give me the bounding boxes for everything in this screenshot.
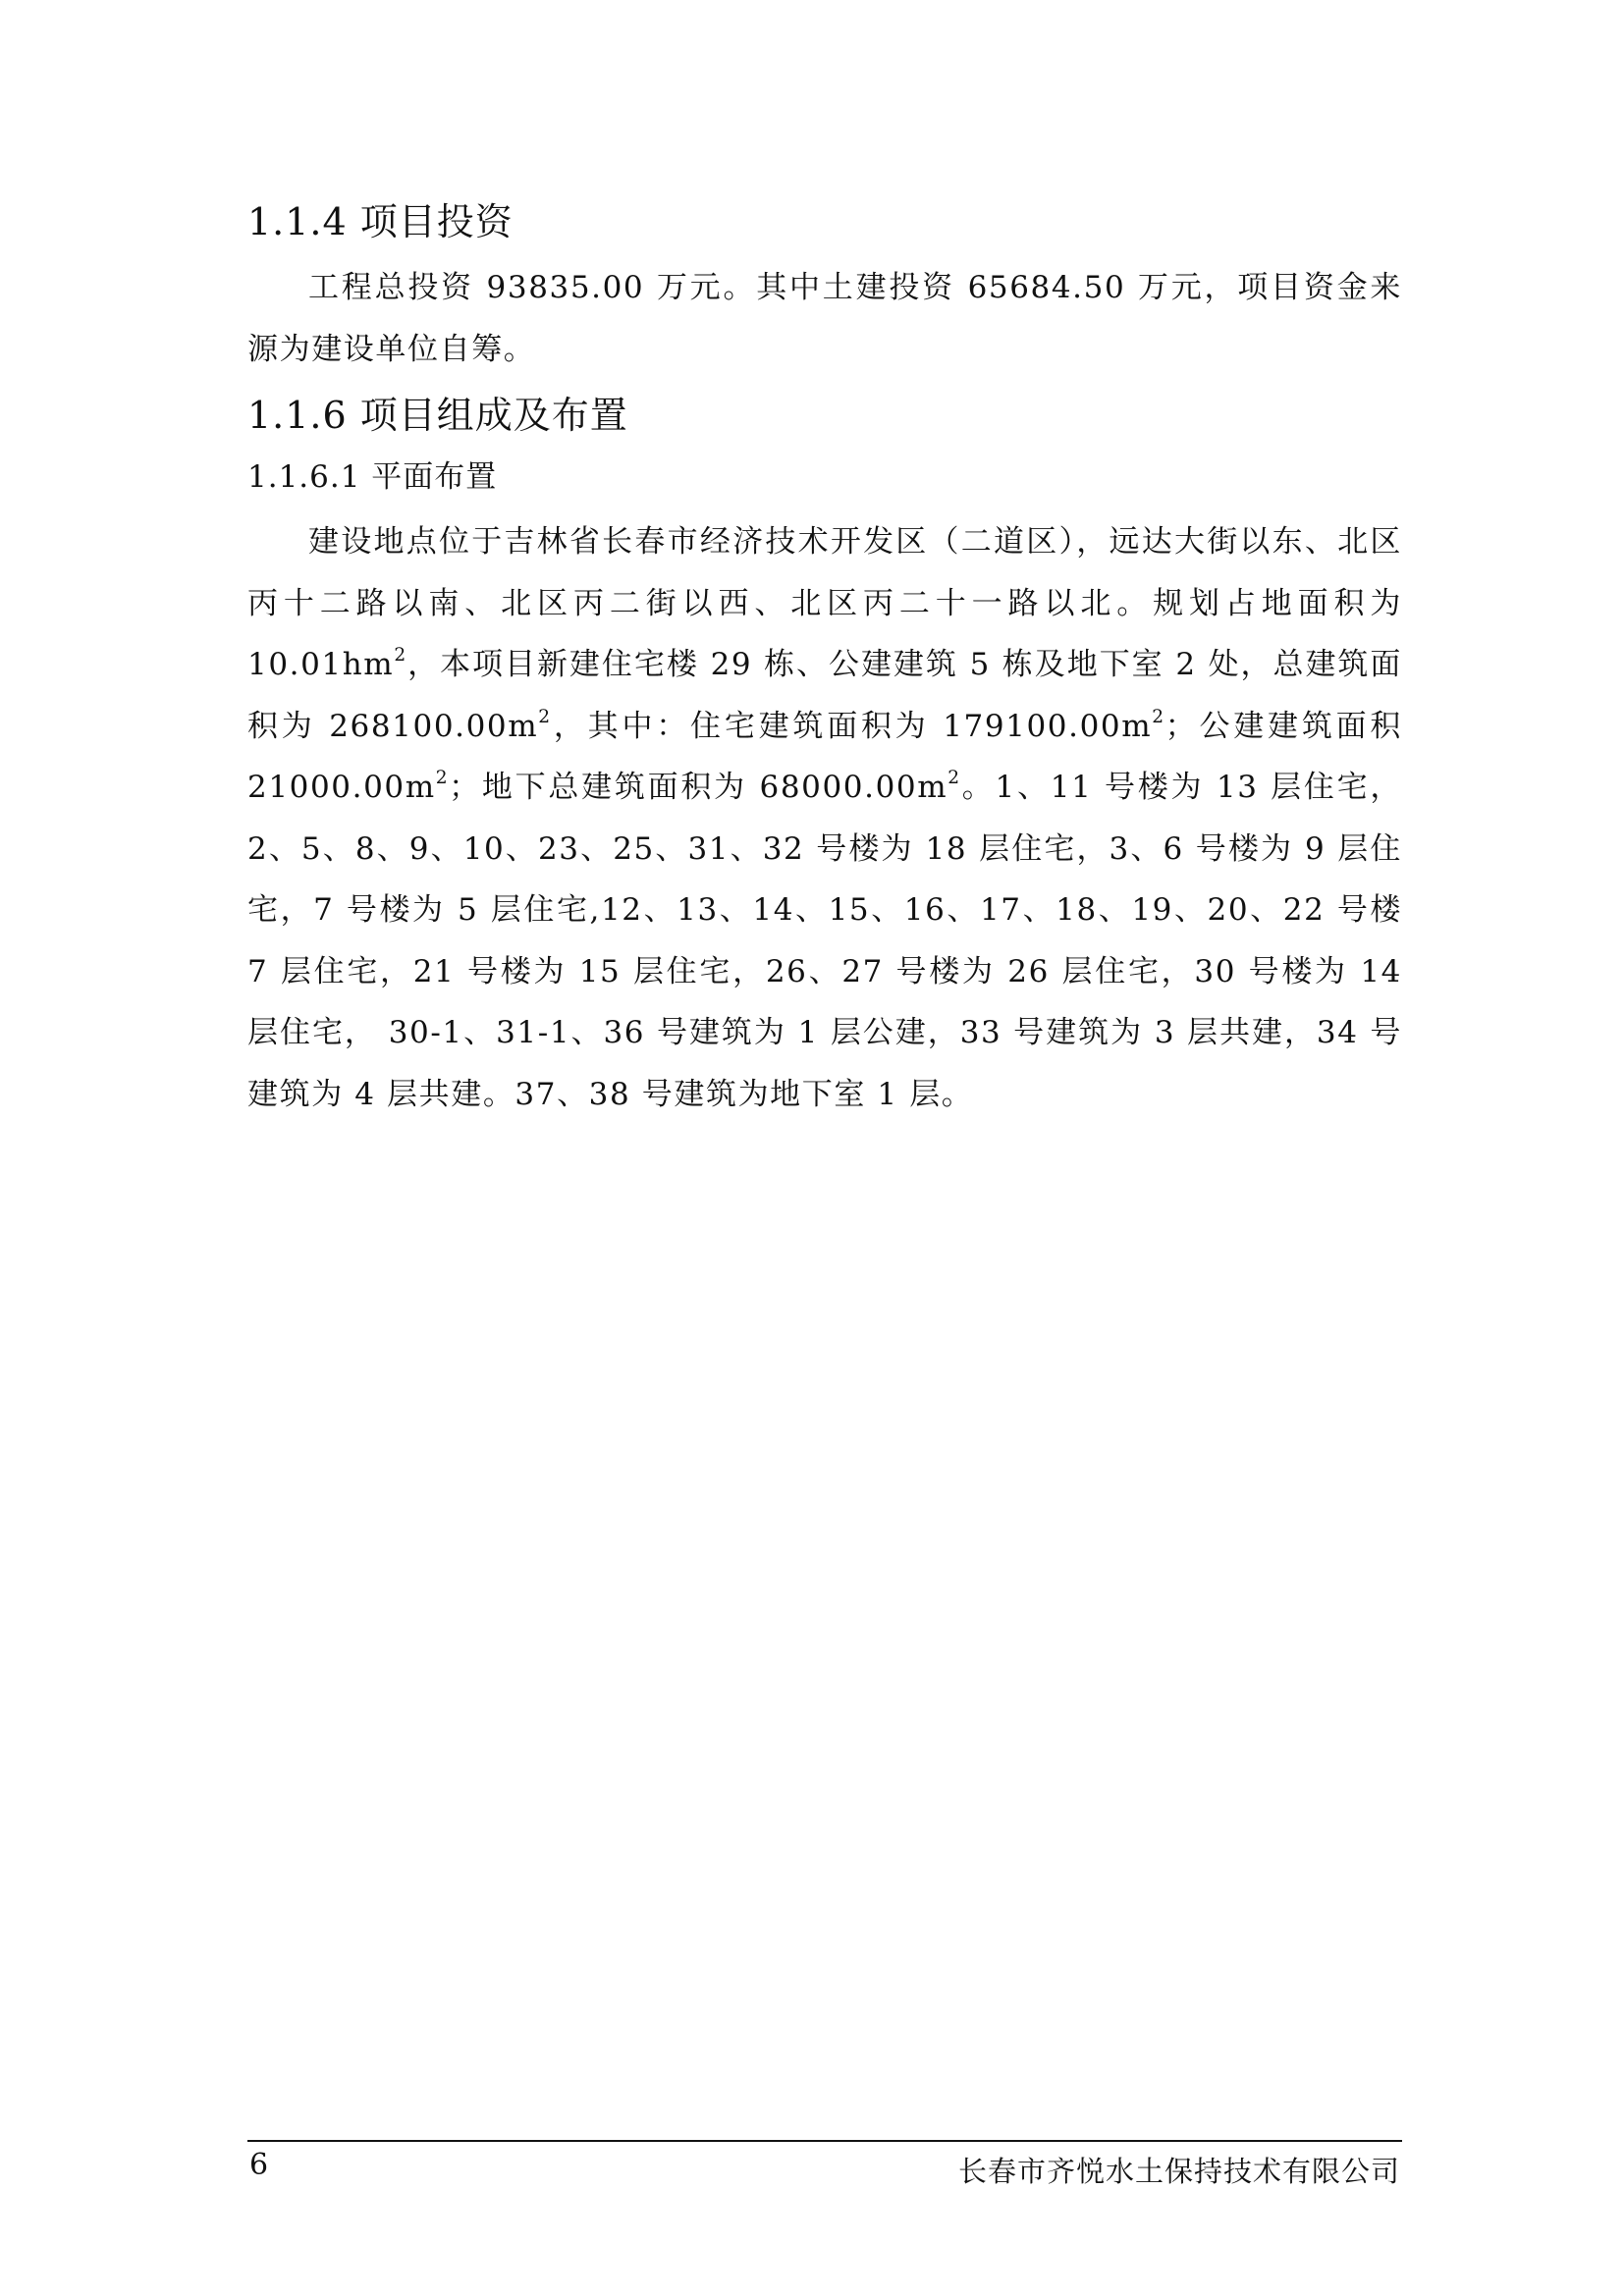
- layout-text-part1: 建设地点位于吉林省长春市经济技术开发区（二道区），远达大街以东、北区丙十二路以南、北区丙二街以西、北区丙二十一路以北。规划占地面积为 10.01hm: [247, 524, 1402, 682]
- superscript-2: 2: [394, 645, 407, 667]
- section-heading-composition: 1.1.6 项目组成及布置: [247, 394, 628, 437]
- page-footer: [247, 2140, 1402, 2201]
- layout-text-part5: ；地下总建筑面积为 68000.00m: [449, 770, 948, 805]
- subsection-heading-layout: 1.1.6.1 平面布置: [247, 459, 498, 495]
- superscript-2: 2: [435, 768, 450, 789]
- layout-text-part6: 。1、11 号楼为 13 层住宅，2、5、8、9、10、23、25、31、32 号楼为 18 层住宅，3、6 号楼为 9 层住宅，7 号楼为 5 层住宅,12、13、14、15、16、17、18、19、20、22 号楼 7 层住宅，21 号楼为 15 层住宅，26、27 号楼为 26 层住宅，30 号楼为 14 层住宅， 30-1、31-1、36 号建筑为 1 层公建，33 号建筑为 3 层共建，34 号建筑为 4 层共建。37、38 号建筑为地下室 1 层。: [247, 770, 1402, 1112]
- superscript-2: 2: [538, 706, 552, 727]
- layout-paragraph: [247, 511, 1402, 1125]
- layout-text-part3: ，其中：住宅建筑面积为 179100.00m: [551, 708, 1153, 744]
- footer-company-name: 长春市齐悦水土保持技术有限公司: [957, 2155, 1400, 2188]
- investment-paragraph: 工程总投资 93835.00 万元。其中土建投资 65684.50 万元，项目资金来源为建设单位自筹。: [247, 270, 1402, 367]
- section-heading-investment: 1.1.4 项目投资: [247, 200, 514, 243]
- superscript-2: 2: [947, 768, 961, 789]
- page-number: 6: [249, 2148, 269, 2182]
- layout-text-part4: ；公建建筑面积 21000.00m: [247, 708, 1402, 805]
- page-body: [247, 192, 1402, 1125]
- superscript-2: 2: [1152, 706, 1165, 727]
- layout-text-part2: ，本项目新建住宅楼 29 栋、公建建筑 5 栋及地下室 2 处，总建筑面积为 268100.00m: [247, 647, 1402, 744]
